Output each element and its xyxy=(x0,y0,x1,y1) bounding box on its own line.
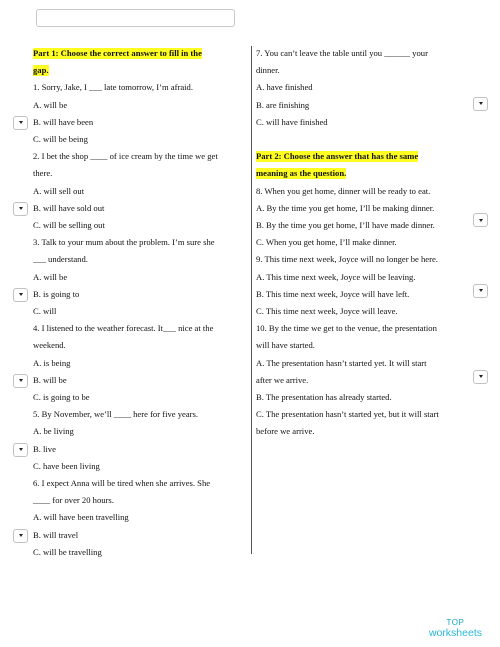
question-text: weekend. xyxy=(33,340,66,351)
answer-option: B. will travel xyxy=(33,529,79,540)
chevron-down-icon xyxy=(19,293,23,296)
name-input[interactable] xyxy=(36,9,235,27)
answer-option: C. The presentation hasn’t started yet, but it will start xyxy=(256,409,439,420)
answer-dropdown-q2[interactable] xyxy=(13,202,28,216)
chevron-down-icon xyxy=(19,448,23,451)
answer-option: A. is being xyxy=(33,357,71,368)
answer-option: A. will be xyxy=(33,99,68,110)
part2-heading: Part 2: Choose the answer that has the same xyxy=(256,151,419,162)
question-text: 6. I expect Anna will be tired when she arrives. She xyxy=(33,478,211,488)
question-text: 3. Talk to your mum about the problem. I’m sure she xyxy=(33,237,215,248)
answer-option: C. is going to be xyxy=(33,392,90,402)
chevron-down-icon xyxy=(19,379,23,382)
question-text: 2. I bet the shop ____ of ice cream by the time we get xyxy=(33,151,218,162)
question-text: there. xyxy=(33,168,53,179)
answer-option: C. will xyxy=(33,306,57,316)
answer-option: B. The presentation has already started. xyxy=(256,392,392,402)
answer-dropdown-q3[interactable] xyxy=(13,288,28,302)
question-text: 8. When you get home, dinner will be ready to eat. xyxy=(256,185,431,196)
question-text: will have started. xyxy=(256,340,315,351)
answer-option: C. will be being xyxy=(33,134,88,144)
answer-option: B. are finishing xyxy=(256,99,310,110)
chevron-down-icon xyxy=(19,207,23,210)
answer-option: after we arrive. xyxy=(256,374,309,385)
part1-heading: Part 1: Choose the correct answer to fill in the xyxy=(33,48,202,58)
answer-dropdown-q5[interactable] xyxy=(13,443,28,457)
answer-dropdown-q4[interactable] xyxy=(13,374,28,388)
answer-option: before we arrive. xyxy=(256,426,315,437)
answer-dropdown-q6[interactable] xyxy=(13,529,28,543)
question-text: 9. This time next week, Joyce will no longer be here. xyxy=(256,254,438,265)
answer-option: B. This time next week, Joyce will have left. xyxy=(256,288,410,299)
part1-heading: gap. xyxy=(33,65,49,76)
column-divider xyxy=(251,46,252,554)
question-text: 1. Sorry, Jake, I ___ late tomorrow, I’m afraid. xyxy=(33,82,193,93)
answer-option: A. will sell out xyxy=(33,185,85,196)
question-text: 10. By the time we get to the venue, the presentation xyxy=(256,323,437,334)
answer-option: B. will be xyxy=(33,374,67,385)
question-text: 4. I listened to the weather forecast. It___ nice at the xyxy=(33,323,214,334)
logo-top: TOP xyxy=(446,618,465,627)
question-text: 7. You can’t leave the table until you ______ your xyxy=(256,48,428,58)
answer-option: B. will have been xyxy=(33,116,94,127)
answer-option: B. live xyxy=(33,443,56,454)
answer-option: A. will be xyxy=(33,271,68,282)
answer-dropdown-q10[interactable] xyxy=(473,370,488,384)
answer-dropdown-q9[interactable] xyxy=(473,284,488,298)
logo-worksheets: worksheets xyxy=(428,627,482,639)
answer-dropdown-q8[interactable] xyxy=(473,213,488,227)
chevron-down-icon xyxy=(479,289,483,292)
chevron-down-icon xyxy=(479,219,483,222)
answer-option: A. This time next week, Joyce will be leaving. xyxy=(256,271,416,282)
answer-option: B. is going to xyxy=(33,288,80,299)
answer-option: B. will have sold out xyxy=(33,202,105,213)
question-text: ___ understand. xyxy=(33,254,88,265)
answer-option: C. will be travelling xyxy=(33,546,102,557)
chevron-down-icon xyxy=(479,375,483,378)
answer-option: A. The presentation hasn’t started yet. It will start xyxy=(256,357,427,368)
topworksheets-logo xyxy=(429,618,482,638)
chevron-down-icon xyxy=(19,534,23,537)
answer-option: C. When you get home, I’ll make dinner. xyxy=(256,237,397,248)
answer-option: B. By the time you get home, I’ll have made dinner. xyxy=(256,220,435,230)
answer-dropdown-q1[interactable] xyxy=(13,116,28,130)
answer-option: C. This time next week, Joyce will leave. xyxy=(256,306,398,316)
answer-option: A. By the time you get home, I’ll be making dinner. xyxy=(256,202,435,213)
answer-option: A. be living xyxy=(33,426,74,437)
chevron-down-icon xyxy=(479,102,483,105)
question-text: 5. By November, we’ll ____ here for five years. xyxy=(33,409,199,420)
part2-heading: meaning as the question. xyxy=(256,168,347,179)
answer-option: A. will have been travelling xyxy=(33,512,129,523)
chevron-down-icon xyxy=(19,121,23,124)
question-text: dinner. xyxy=(256,65,280,76)
answer-option: C. have been living xyxy=(33,460,100,471)
question-text: ____ for over 20 hours. xyxy=(33,495,114,506)
answer-option: A. have finished xyxy=(256,82,313,93)
answer-option: C. will have finished xyxy=(256,116,328,127)
answer-option: C. will be selling out xyxy=(33,220,105,230)
answer-dropdown-q7[interactable] xyxy=(473,97,488,111)
